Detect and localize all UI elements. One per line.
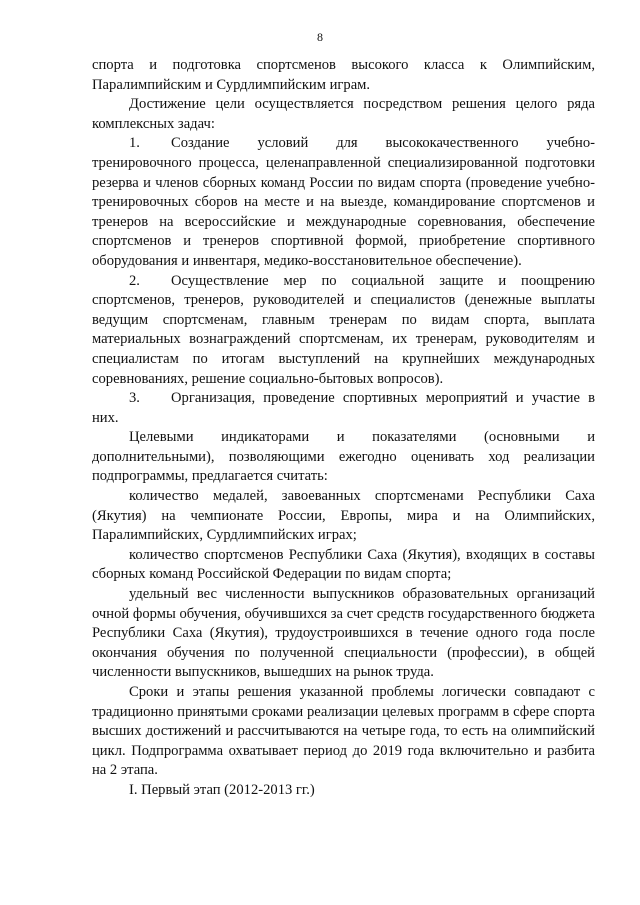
task-text-3: Организация, проведение спортивных мероприятий и участие в них.	[92, 390, 595, 426]
page-number: 8	[317, 30, 323, 44]
task-item-3	[92, 389, 595, 428]
task-item-2	[92, 272, 595, 390]
task-number-2: 2.	[129, 272, 140, 289]
task-text-2: Осуществление мер по социальной защите и поощрению спортсменов, тренеров, руководителей и специалистов (денежные выплаты ведущим спортсменам, главным тренерам по видам спорта, выплата материальных вознаграждений спортсменам, их тренерам, руководителям и специалистам по итогам выступлений на крупнейших международных соревнованиях, решение социально-бытовых вопросов).	[92, 272, 595, 387]
paragraph-goal: Достижение цели осуществляется посредством решения целого ряда комплексных задач:	[92, 96, 595, 132]
paragraph-indicators: Целевыми индикаторами и показателями (основными и дополнительными), позволяющими ежегодно оценивать ход реализации подпрограммы, предлагается считать:	[92, 429, 595, 485]
task-number-3: 3.	[129, 390, 140, 407]
document-body	[92, 56, 595, 801]
paragraph-terms: Сроки и этапы решения указанной проблемы логически совпадают с традиционно принятыми сроками реализации целевых программ в сфере спорта высших достижений и рассчитываются на четыре года, то есть на олимпийский цикл. Подпрограмма охватывает период до 2019 года включительно и разбита на 2 этапа.	[92, 684, 595, 779]
indicator-athletes: количество спортсменов Республики Саха (Якутия), входящих в составы сборных команд Российской Федерации по видам спорта;	[92, 546, 595, 583]
stage-heading-1: I. Первый этап (2012-2013 гг.)	[129, 781, 315, 798]
task-item-1	[92, 134, 595, 271]
task-text-1: Создание условий для высококачественного учебно-тренировочного процесса, целенаправленной специализированной подготовки резерва и членов сборных команд России по видам спорта (проведение учебно-тренировочных сборов на месте и на выезде, командирование спортсменов и тренеров на всероссийские и международные соревнования, обеспечение спортсменов и тренеров спортивной формой, приобретение спортивного оборудования и инвентаря, медико-восстановительное обеспечение).	[92, 135, 595, 269]
task-number-1: 1.	[129, 135, 140, 152]
indicator-graduates: удельный вес численности выпускников образовательных организаций очной формы обучения, обучившихся за счет средств государственного бюджета Республики Саха (Якутия), трудоустроившихся в течение одного года после окончания обучения по полученной специальности (профессии), в общей численности выпускников, вышедших на рынок труда.	[92, 586, 595, 681]
indicator-medals: количество медалей, завоеванных спортсменами Республики Саха (Якутия) на чемпионате России, Европы, мира и на Олимпийских, Паралимпийских, Сурдлимпийских играх;	[92, 488, 595, 544]
paragraph-continuation: спорта и подготовка спортсменов высокого класса к Олимпийским, Паралимпийским и Сурдлимпийским играм.	[92, 57, 595, 93]
